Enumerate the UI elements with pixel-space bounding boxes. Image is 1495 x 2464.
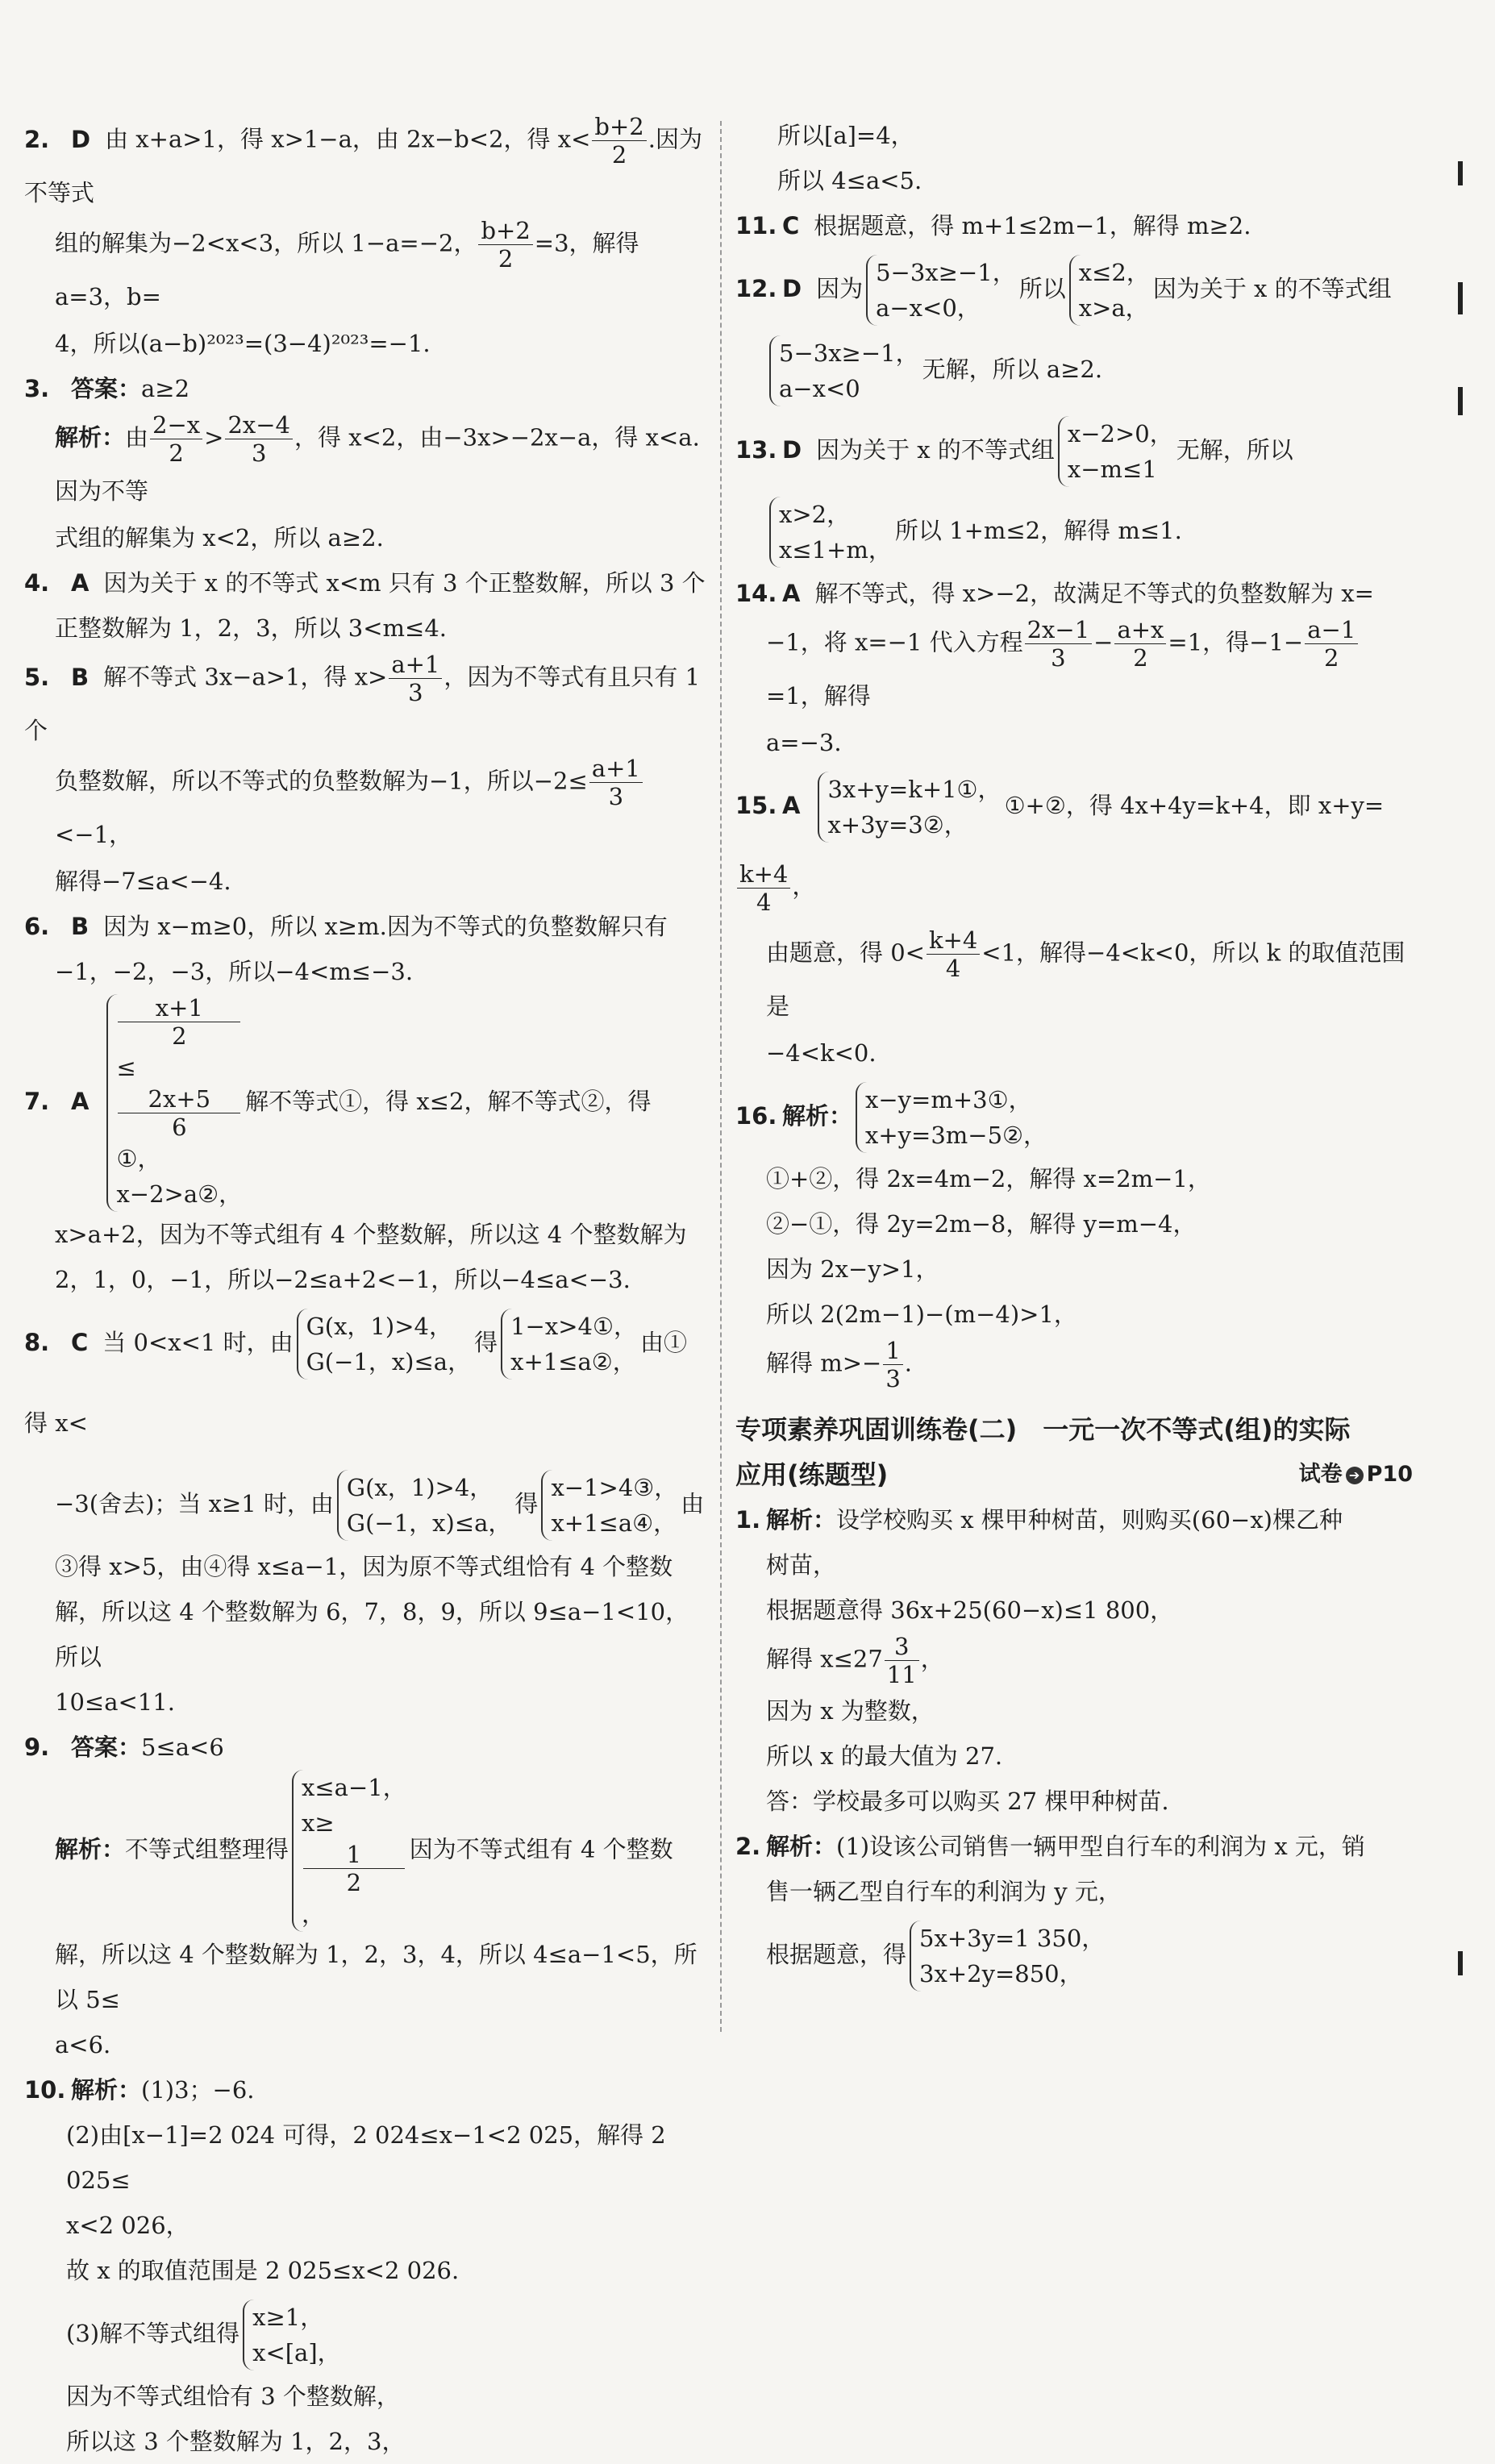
answer-item-2: 2. D 由 x+a>1，得 x>1−a，由 2x−b<2，得 x< $\frac{b+2}{2}$ .因为不等式 组的解集为−2<x<3，所以 1−a=−2， $\frac{b+2}{2}$ =3，解得 a=3，b= 4，所以(a−b)²⁰²³=(3−4)²⁰²³=−1. (24, 113, 702, 357)
section-header (735, 1407, 1413, 1497)
inequality-system: x≥1， x<[a]， (243, 2300, 341, 2370)
fraction: $\frac{b+2}{2}$ (478, 217, 532, 273)
scan-edge-mark (1458, 387, 1463, 415)
fraction: $\frac{a+1}{3}$ (389, 651, 442, 706)
right-column (735, 113, 1413, 1995)
equation-system: 5x+3y=1 350， 3x+2y=850， (910, 1921, 1105, 1992)
inequality-system: 5−3x≥−1， a−x<0， (866, 255, 1016, 326)
inequality-system: x≤2， x>a， (1069, 255, 1150, 326)
inequality-system: x−1>4③， x+1≤a④， (541, 1470, 677, 1541)
inequality-system: x+1 2 ≤ 2x+5 6 ①， x−2>a②， (106, 994, 242, 1212)
inequality-system: x>2， x≤1+m， (769, 497, 892, 568)
practice-item-2: 2. 解析：(1)设该公司销售一辆甲型自行车的利润为 x 元，销 售一辆乙型自行车的利润为 y 元， 根据题意，得 5x+3y=1 350， 3x+2y=850， (735, 1824, 1413, 1995)
inequality-system: x≤a−1， x≥ 1 2 ， (292, 1770, 406, 1932)
column-divider (720, 121, 722, 2032)
fraction: $\frac{1}{3}$ (883, 1337, 902, 1392)
fraction: $\frac{2-x}{2}$ (150, 411, 202, 467)
inequality-system: G(x，1)>4， G(−1，x)≤a， (297, 1309, 472, 1380)
section-title: 专项素养巩固训练卷(二) 一元一次不等式(组)的实际 (735, 1414, 1351, 1445)
fraction: $\frac{3}{11}$ (885, 1633, 919, 1688)
section-title-line2: 应用(练题型) (735, 1459, 889, 1490)
answer-item-13: 13. D 因为关于 x 的不等式组 x−2>0， x−m≤1 无解，所以 x>2， x≤1+m， 所以 1+m≤2，解得 m≤1. (735, 410, 1413, 571)
inequality-system: 1−x>4①， x+1≤a②， (501, 1309, 637, 1380)
answer-item-16: 16. 解析： x−y=m+3①， x+y=3m−5②， ①+②，得 2x=4m−2，解得 x=2m−1， ②−①，得 2y=2m−8，解得 y=m−4， 因为 2x−y>1， 所以 2(2m−1)−(m−4)>1， 解得 m>− $\frac{1}{3}$ . (735, 1076, 1413, 1392)
answer-item-5: 5. B 解不等式 3x−a>1，得 x> $\frac{a+1}{3}$ ，因为不等式有且只有 1 个 负整数解，所以不等式的负整数解为−1，所以−2≤ $\frac{a+1}{3}$ <−1， 解得−7≤a<−4. (24, 651, 701, 895)
fraction: $\frac{a-1}{2}$ (1305, 616, 1358, 672)
answer-item-14: 14. A 解不等式，得 x>−2，故满足不等式的负整数解为 x= −1，将 x=−1 代入方程 $\frac{2x-1}{3}$ − $\frac{a+x}{2}$ =1，得−1− $\frac{a-1}{2}$ =1，解得 a=−3. (735, 580, 1374, 756)
fraction: $\frac{k+4}{4}$ (927, 926, 980, 982)
scan-edge-mark (1458, 282, 1463, 314)
equation-system: x−y=m+3①， x+y=3m−5②， (856, 1082, 1047, 1153)
answer-item-3: 3. 答案：a≥2 解析：由 $\frac{2-x}{2}$ > $\frac{2x-4}{3}$ ，得 x<2，由−3x>−2x−a，得 x<a.因为不等 式组的解集为 x<2，所以 a≥2. (24, 375, 700, 551)
left-column (24, 113, 706, 2464)
answer-item-10: 10. 解析：(1)3；−6. (2)由[x−1]=2 024 可得，2 024≤x−1<2 025，解得 2 025≤ x<2 026， 故 x 的取值范围是 2 025≤x<2 026. (3)解不等式组得 x≥1， x<[a]， 因为不等式组恰有 3 个整数解， 所以这 3 个整数解为 1，2，3， (24, 2076, 666, 2455)
arrow-right-icon: ➔ (1346, 1467, 1364, 1484)
scan-edge-mark (1458, 1951, 1463, 1975)
inequality-system: 3x+y=k+1①， x+3y=3②， (818, 772, 1001, 843)
fraction: $\frac{b+2}{2}$ (592, 113, 646, 169)
answer-item-15: 15. A 3x+y=k+1①， x+3y=3②， ①+②，得 4x+4y=k+4，即 x+y= $\frac{k+4}{4}$ ， 由题意，得 0< $\frac{k+4}{4}$ <1，解得−4<k<0，所以 k 的取值范围是 −4<k<0. (735, 765, 1413, 1076)
fraction: $\frac{k+4}{4}$ (737, 860, 790, 916)
paper-reference: 试卷 ➔ P10 (1298, 1462, 1413, 1487)
inequality-system: 5−3x≥−1， a−x<0 (769, 335, 919, 406)
fraction: $\frac{2x-1}{3}$ (1025, 616, 1093, 672)
answer-item-10-cont: 所以[a]=4， 所以 4≤a<5. (777, 122, 922, 194)
answer-item-4: 4. A 因为关于 x 的不等式 x<m 只有 3 个正整数解，所以 3 个 正整数解为 1，2，3，所以 3<m≤4. (24, 569, 706, 642)
inequality-system: x−2>0， x−m≤1 (1058, 416, 1173, 487)
answer-item-11: 11. C 根据题意，得 m+1≤2m−1，解得 m≥2. (735, 212, 1251, 239)
inequality-system: G(x，1)>4， G(−1，x)≤a， (337, 1470, 512, 1541)
answer-item-9: 9. 答案：5≤a<6 解析：不等式组整理得 x≤a−1， x≥ 1 2 ， 因为不等式组有 4 个整数 解，所以这 4 个整数解为 1，2，3，4，所以 4≤a−1<5，所以 5≤ a<6. (24, 1734, 698, 2058)
fraction: $\frac{a+x}{2}$ (1114, 616, 1166, 672)
answer-item-6: 6. B 因为 x−m≥0，所以 x≥m.因为不等式的负整数解只有 −1，−2，−3，所以−4<m≤−3. (24, 913, 668, 985)
answer-item-7: 7. A x+1 2 ≤ 2x+5 6 ①， x−2>a②， 解不等式①，得 x≤2，解不等式②，得 x>a+2，因为不等式组有 4 个整数解，所以这 4 个整数解为 2，1，0，−1，所以−2≤a+2<−1，所以−4≤a<−3. (24, 994, 687, 1293)
fraction: $\frac{2x-4}{3}$ (225, 411, 293, 467)
answer-item-8: 8. C 当 0<x<1 时，由 G(x，1)>4， G(−1，x)≤a， 得 1−x>4①， x+1≤a②， 由①得 x< −3(舍去)；当 x≥1 时，由 G(x，1)>4， G(−1，x)≤a， 得 x−1>4③， x+1≤a④， 由 ③得 x>5，由④得 x≤a−1，因为原不等式组恰有 4 个整数 解，所以这 4 个整数解为 6，7，8，9，所以 9≤a−1<10，所以 10≤a<11. (24, 1302, 706, 1725)
scan-edge-mark (1458, 161, 1463, 185)
fraction: $\frac{a+1}{3}$ (589, 755, 643, 810)
answer-item-12: 12. D 因为 5−3x≥−1， a−x<0， 所以 x≤2， x>a， 因为关于 x 的不等式组 5−3x≥−1， a−x<0 无解，所以 a≥2. (735, 248, 1413, 410)
practice-item-1: 1. 解析：设学校购买 x 棵甲种树苗，则购买(60−x)棵乙种 树苗， 根据题意得 36x+25(60−x)≤1 800， 解得 x≤27 $\frac{3}{11}$ ， 因为 x 为整数， 所以 x 的最大值为 27. 答：学校最多可以购买 27 棵甲种树苗. (735, 1506, 1343, 1815)
